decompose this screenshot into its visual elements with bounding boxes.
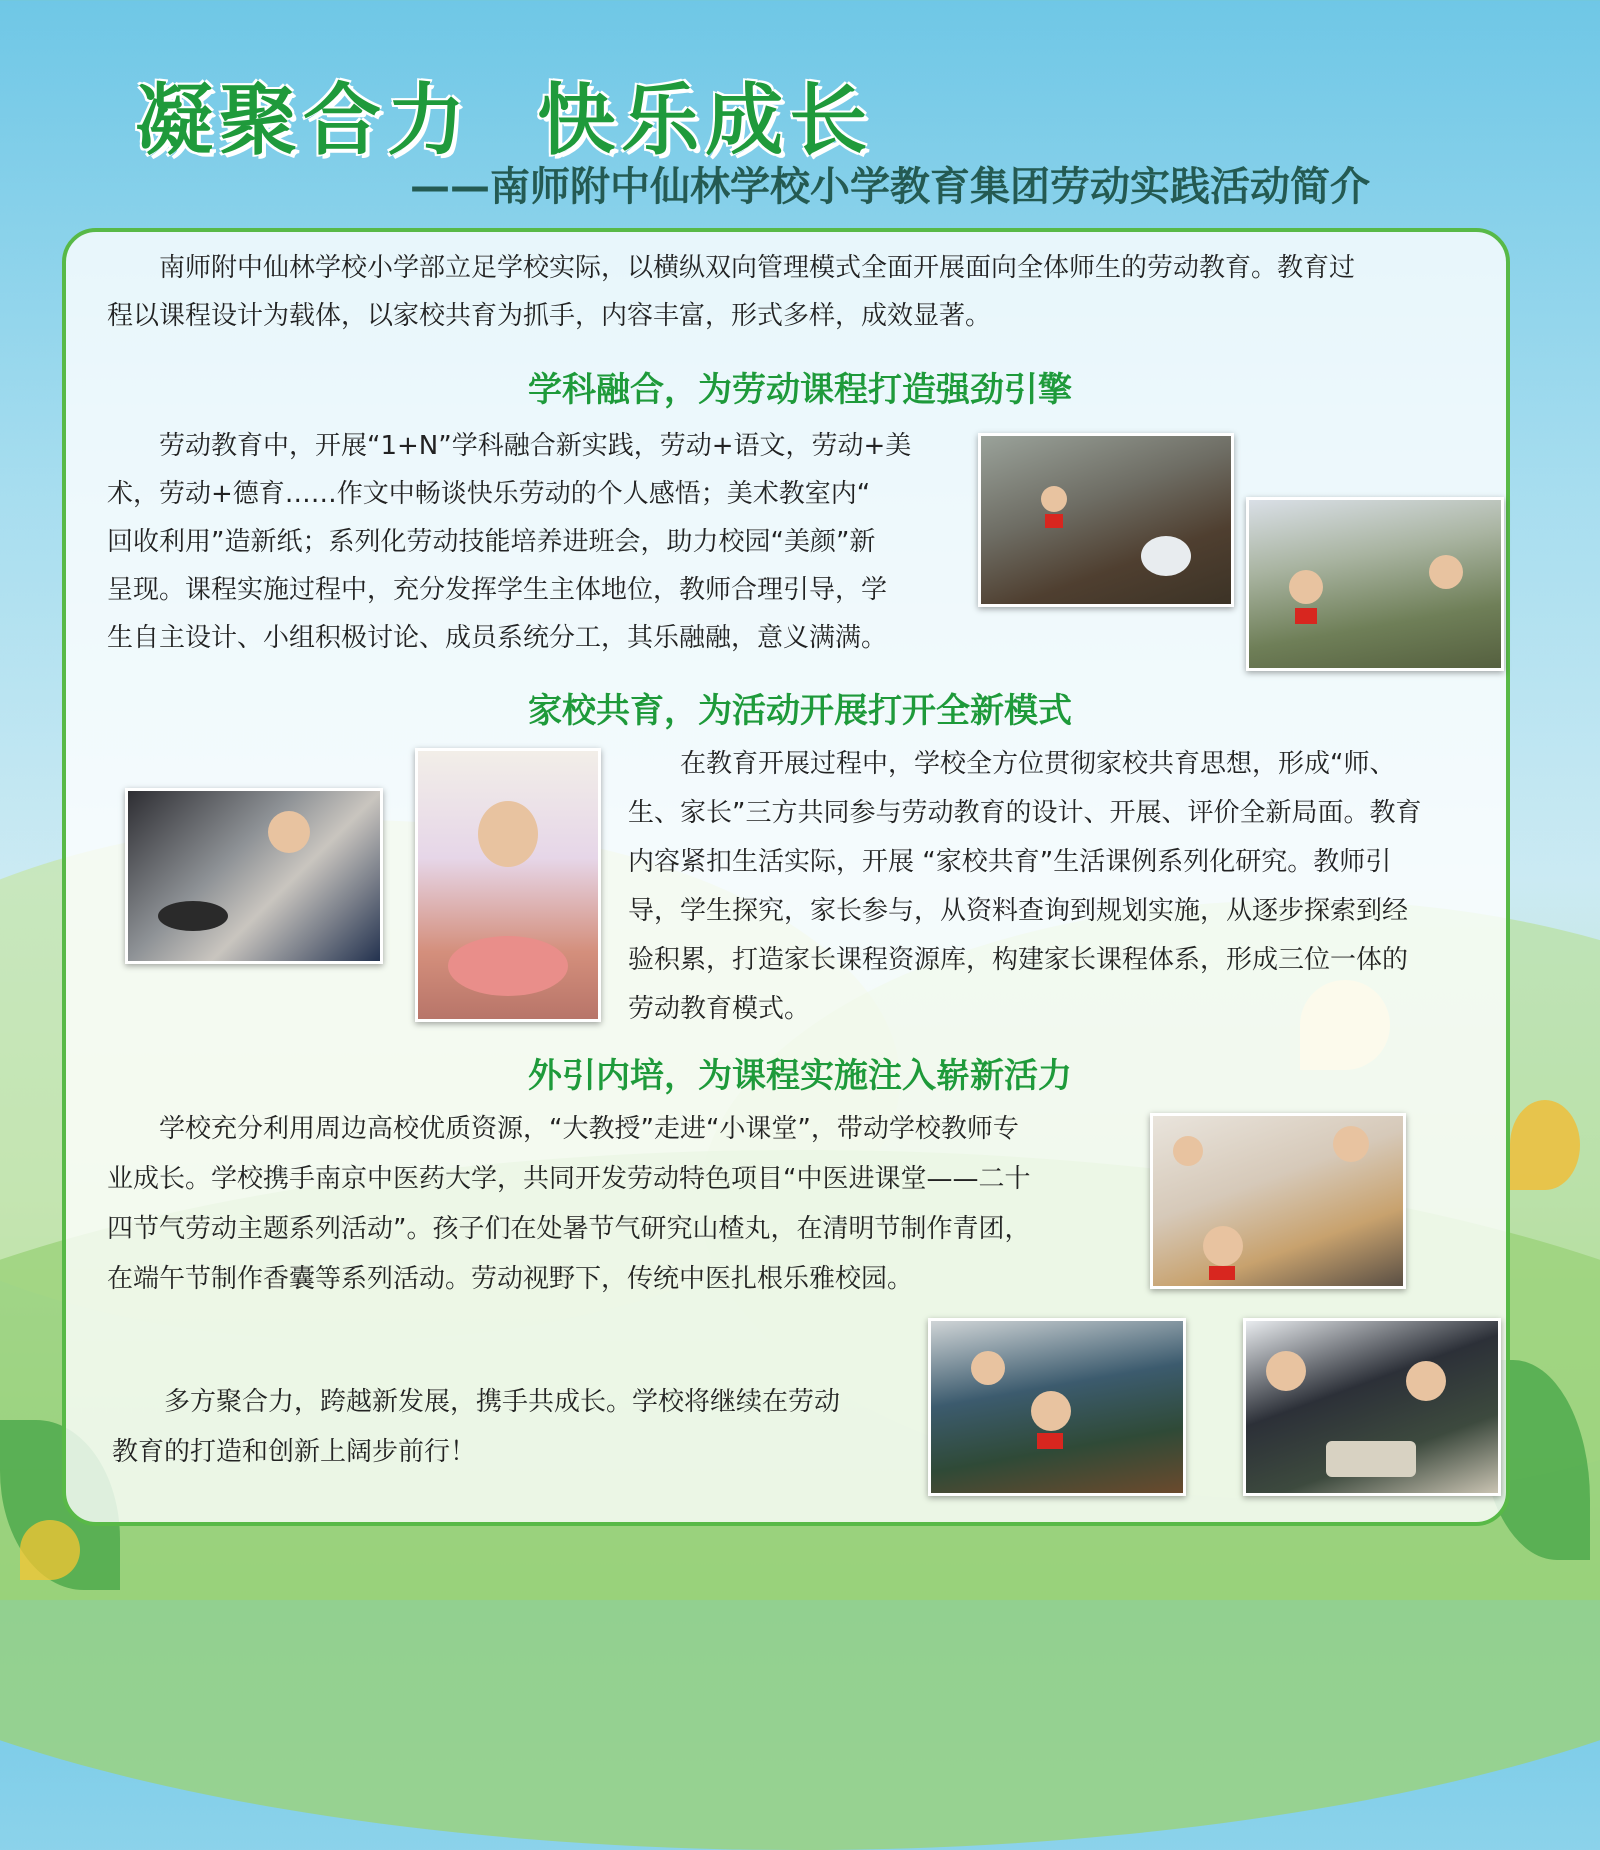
rice-basket — [448, 936, 568, 996]
flower-decoration — [1510, 1100, 1580, 1190]
page-subtitle: ——南师附中仙林学校小学教育集团劳动实践活动简介 — [410, 164, 1370, 210]
section-text-line: 四节气劳动主题系列活动”。孩子们在处暑节气研究山楂丸，在清明节制作青团， — [107, 1214, 1031, 1244]
photo-girl-making-rice — [415, 748, 601, 1022]
section-text-line: 验积累，打造家长课程资源库，构建家长课程体系，形成三位一体的 — [628, 945, 1409, 975]
section-heading: 学科融合，为劳动课程打造强劲引擎 — [528, 370, 1072, 410]
section-heading: 家校共育，为活动开展打开全新模式 — [528, 691, 1072, 731]
section-text-line: 在教育开展过程中，学校全方位贯彻家校共育思想，形成“师、 — [628, 749, 1396, 779]
section-text-line: 术，劳动+德育……作文中畅谈快乐劳动的个人感悟；美术教室内“ — [107, 479, 871, 509]
red-scarf — [1037, 1433, 1063, 1449]
student-figure — [1289, 570, 1323, 604]
photo-boys-food-making — [1243, 1318, 1501, 1496]
photo-boy-cooking — [125, 788, 383, 964]
section-text-line: 在端午节制作香囊等系列活动。劳动视野下，传统中医扎根乐雅校园。 — [107, 1264, 914, 1294]
student-figure — [1041, 486, 1067, 512]
student-figure — [1429, 555, 1463, 589]
student-figure — [1333, 1126, 1369, 1162]
flower-decoration — [20, 1520, 80, 1580]
closing-line: 多方聚合力，跨越新发展，携手共成长。学校将继续在劳动 — [112, 1387, 841, 1417]
red-scarf — [1295, 608, 1317, 624]
student-figure — [478, 801, 538, 867]
photo-classroom-activity — [928, 1318, 1186, 1496]
section-heading: 外引内培，为课程实施注入崭新活力 — [528, 1056, 1072, 1096]
student-figure — [1031, 1391, 1071, 1431]
frying-pan — [158, 901, 228, 931]
student-figure — [1141, 536, 1191, 576]
closing-line: 教育的打造和创新上阔步前行！ — [112, 1437, 477, 1467]
photo-students-outdoor — [1246, 497, 1504, 671]
photo-students-gardening — [978, 433, 1234, 607]
section-text-line: 回收利用”造新纸；系列化劳动技能培养进班会，助力校园“美颜”新 — [107, 527, 876, 557]
red-scarf — [1045, 514, 1063, 528]
red-scarf — [1209, 1266, 1235, 1280]
student-figure — [1173, 1136, 1203, 1166]
section-text-line: 业成长。学校携手南京中医药大学，共同开发劳动特色项目“中医进课堂——二十 — [107, 1164, 1031, 1194]
intro-line: 南师附中仙林学校小学部立足学校实际，以横纵双向管理模式全面开展面向全体师生的劳动教育。教育过 — [107, 253, 1356, 283]
student-figure — [971, 1351, 1005, 1385]
section-text-line: 劳动教育中，开展“1+N”学科融合新实践，劳动+语文，劳动+美 — [107, 431, 912, 461]
section-text-line: 导，学生探究，家长参与，从资料查询到规划实施，从逐步探索到经 — [628, 896, 1409, 926]
section-text-line: 生、家长”三方共同参与劳动教育的设计、开展、评价全新局面。教育 — [628, 798, 1422, 828]
food-tray — [1326, 1441, 1416, 1477]
section-text-line: 生自主设计、小组积极讨论、成员系统分工，其乐融融，意义满满。 — [107, 623, 888, 653]
student-figure — [1203, 1226, 1243, 1266]
student-figure — [1406, 1361, 1446, 1401]
section-text-line: 劳动教育模式。 — [628, 994, 811, 1024]
intro-line: 程以课程设计为载体，以家校共育为抓手，内容丰富，形式多样，成效显著。 — [107, 301, 992, 331]
page-title: 凝聚合力 快乐成长 — [135, 76, 874, 166]
student-figure — [268, 811, 310, 853]
student-figure — [1266, 1351, 1306, 1391]
section-text-line: 呈现。课程实施过程中，充分发挥学生主体地位，教师合理引导，学 — [107, 575, 888, 605]
photo-students-dining-table — [1150, 1113, 1406, 1289]
section-text-line: 内容紧扣生活实际，开展 “家校共育”生活课例系列化研究。教师引 — [628, 847, 1392, 877]
section-text-line: 学校充分利用周边高校优质资源，“大教授”走进“小课堂”，带动学校教师专 — [107, 1114, 1019, 1144]
